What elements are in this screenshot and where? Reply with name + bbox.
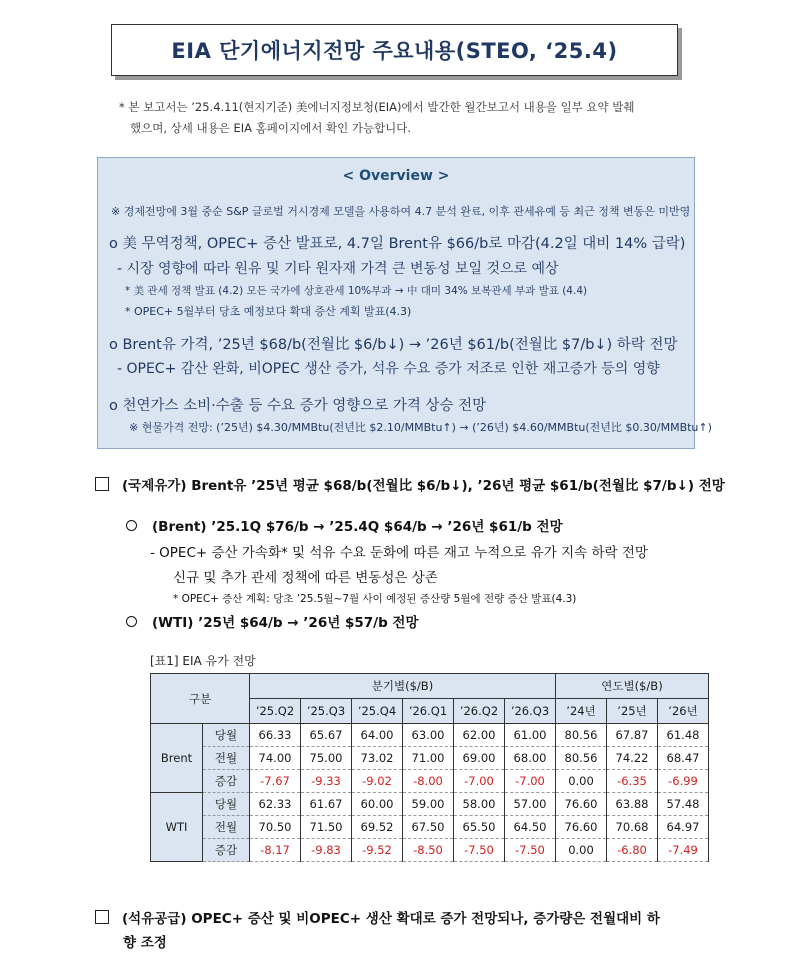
report-note [119,97,699,139]
table-cell: 80.56 [556,747,607,770]
column-header: ’26.Q2 [454,699,505,724]
table-row [151,724,709,747]
circle-bullet-icon [126,616,137,627]
table-cell: 61.00 [505,724,556,747]
table-cell: 63.00 [403,724,454,747]
table-cell: -9.33 [301,770,352,793]
table-row [151,816,709,839]
table-cell: 69.00 [454,747,505,770]
overview-point-gas: o 천연가스 소비·수출 등 수요 증가 영향으로 가격 상승 전망 [109,398,487,414]
table-cell: 61.67 [301,793,352,816]
table-row [151,793,709,816]
row-label: 당월 [203,793,250,816]
table-cell: -7.00 [454,770,505,793]
wti-outlook-text: (WTI) ’25년 $64/b → ’26년 $57/b 전망 [152,615,419,631]
column-header: ’26년 [658,699,709,724]
table-cell: 63.88 [607,793,658,816]
section-oil-supply [95,907,660,955]
column-header: ’25.Q4 [352,699,403,724]
overview-note-gas: ※ 현물가격 전망: (’25년) $4.30/MMBtu(전년比 $2.10/MMBtu↑) → (’26년) $4.60/MMBtu(전년比 $0.30/MMBtu↑) [129,421,712,434]
table-cell: 71.00 [403,747,454,770]
circle-bullet-icon [126,520,137,531]
row-label: 전월 [203,816,250,839]
checkbox-icon [95,910,109,924]
table-cell: 0.00 [556,770,607,793]
table-cell: 76.60 [556,816,607,839]
table-cell: 60.00 [352,793,403,816]
overview-point-brent: o Brent유 가격, ’25년 $68/b(전월比 $6/b↓) → ’26년 $61/b(전월比 $7/b↓) 하락 전망 [109,337,678,353]
table-cell: -7.50 [454,839,505,862]
column-header: ’26.Q1 [403,699,454,724]
row-label: 증감 [203,839,250,862]
table-row [151,770,709,793]
overview-note: ※ 경제전망에 3월 중순 S&P 글로벌 거시경제 모델을 사용하여 4.7 분석 완료, 이후 관세유예 등 최근 정책 변동은 미반영 [111,205,691,218]
table-cell: -7.49 [658,839,709,862]
section-oil-supply-heading-cont: 향 조정 [123,935,167,951]
opec-footnote: * OPEC+ 증산 계획: 당초 ’25.5월~7월 사이 예정된 증산량 5월에 전량 증산 발표(4.3) [173,593,577,605]
table-cell: 57.48 [658,793,709,816]
table-cell: 59.00 [403,793,454,816]
table-cell: 70.68 [607,816,658,839]
table-cell: 61.48 [658,724,709,747]
table-cell: 64.00 [352,724,403,747]
title-box [111,24,678,76]
table-cell: 74.22 [607,747,658,770]
column-header: ’25.Q2 [250,699,301,724]
table-cell: 75.00 [301,747,352,770]
note-line-2: 했으며, 상세 내용은 EIA 홈페이지에서 확인 가능합니다. [130,121,412,135]
table-cell: 0.00 [556,839,607,862]
overview-note-tariff: * 美 관세 정책 발표 (4.2) 모든 국가에 상호관세 10%부과 → 中 대미 34% 보복관세 부과 발표 (4.4) [125,285,588,297]
brent-outlook-text: (Brent) ’25.1Q $76/b → ’25.4Q $64/b → ’26년 $61/b 전망 [152,519,563,535]
overview-note-opec: * OPEC+ 5월부터 당초 예정보다 확대 증산 계획 발표(4.3) [125,305,412,318]
overview-box [97,157,712,449]
group-label: Brent [151,724,203,793]
table-body [151,724,709,862]
table-cell: -7.67 [250,770,301,793]
table-cell: 64.50 [505,816,556,839]
column-header: ’25.Q3 [301,699,352,724]
table-cell: -7.00 [505,770,556,793]
table-cell: 65.67 [301,724,352,747]
overview-sub-volatility: - 시장 영향에 따라 원유 및 기타 원자재 가격 큰 변동성 보일 것으로 예상 [117,261,559,277]
table-header-label: 구분 [151,674,250,724]
annual-header: 연도별($/B) [556,674,709,699]
column-header: ’26.Q3 [505,699,556,724]
table-cell: 66.33 [250,724,301,747]
row-label: 증감 [203,770,250,793]
row-label: 당월 [203,724,250,747]
table-row [151,839,709,862]
overview-point-trade: o 美 무역정책, OPEC+ 증산 발표로, 4.7일 Brent유 $66/b로 마감(4.2일 대비 14% 급락) [109,236,686,252]
table-cell: 67.50 [403,816,454,839]
table-cell: -8.00 [403,770,454,793]
note-line-1: * 본 보고서는 ’25.4.11(현지기준) 美에너지정보청(EIA)에서 발간한 월간보고서 내용을 일부 요약 발췌 [119,100,635,114]
table-cell: 73.02 [352,747,403,770]
table-cell: 58.00 [454,793,505,816]
table-cell: 76.60 [556,793,607,816]
wti-outlook [126,611,419,631]
oil-price-table [150,673,709,862]
table-cell: 70.50 [250,816,301,839]
column-header: ’24년 [556,699,607,724]
table-cell: 80.56 [556,724,607,747]
page-title: EIA 단기에너지전망 주요내용(STEO, ‘25.4) [171,39,618,63]
table-cell: 74.00 [250,747,301,770]
brent-outlook [126,515,563,535]
table-caption: [표1] EIA 유가 전망 [150,654,256,668]
section-oil-supply-heading: (석유공급) OPEC+ 증산 및 비OPEC+ 생산 확대로 증가 전망되나, 증가량은 전월대비 하 [122,911,660,927]
table-cell: 64.97 [658,816,709,839]
table-header-row [151,674,709,699]
table-cell: -6.35 [607,770,658,793]
table-cell: 62.00 [454,724,505,747]
overview-sub-opec: - OPEC+ 감산 완화, 비OPEC 생산 증가, 석유 수요 증가 저조로 인한 재고증가 등의 영향 [117,361,660,377]
table-cell: 57.00 [505,793,556,816]
section-oil-price [95,474,725,494]
table-cell: 67.87 [607,724,658,747]
table-cell: 69.52 [352,816,403,839]
table-cell: -6.99 [658,770,709,793]
column-header: ’25년 [607,699,658,724]
table-cell: -9.83 [301,839,352,862]
table-cell: -9.02 [352,770,403,793]
table-cell: -6.80 [607,839,658,862]
overview-title: < Overview > [342,168,450,184]
group-label: WTI [151,793,203,862]
table-cell: 62.33 [250,793,301,816]
quarterly-header: 분기별($/B) [250,674,556,699]
checkbox-icon [95,477,109,491]
table-cell: 68.00 [505,747,556,770]
table-cell: -8.50 [403,839,454,862]
table-cell: -7.50 [505,839,556,862]
dash-line-2: 신규 및 추가 관세 정책에 따른 변동성은 상존 [173,570,438,586]
table-row [151,747,709,770]
row-label: 전월 [203,747,250,770]
dash-line-1: - OPEC+ 증산 가속화* 및 석유 수요 둔화에 따른 재고 누적으로 유가 지속 하락 전망 [150,545,648,561]
table-cell: -9.52 [352,839,403,862]
table-cell: 65.50 [454,816,505,839]
section-oil-price-heading: (국제유가) Brent유 ’25년 평균 $68/b(전월比 $6/b↓), ’26년 평균 $61/b(전월比 $7/b↓) 전망 [122,478,725,494]
table-cell: 71.50 [301,816,352,839]
table-cell: 68.47 [658,747,709,770]
table-cell: -8.17 [250,839,301,862]
